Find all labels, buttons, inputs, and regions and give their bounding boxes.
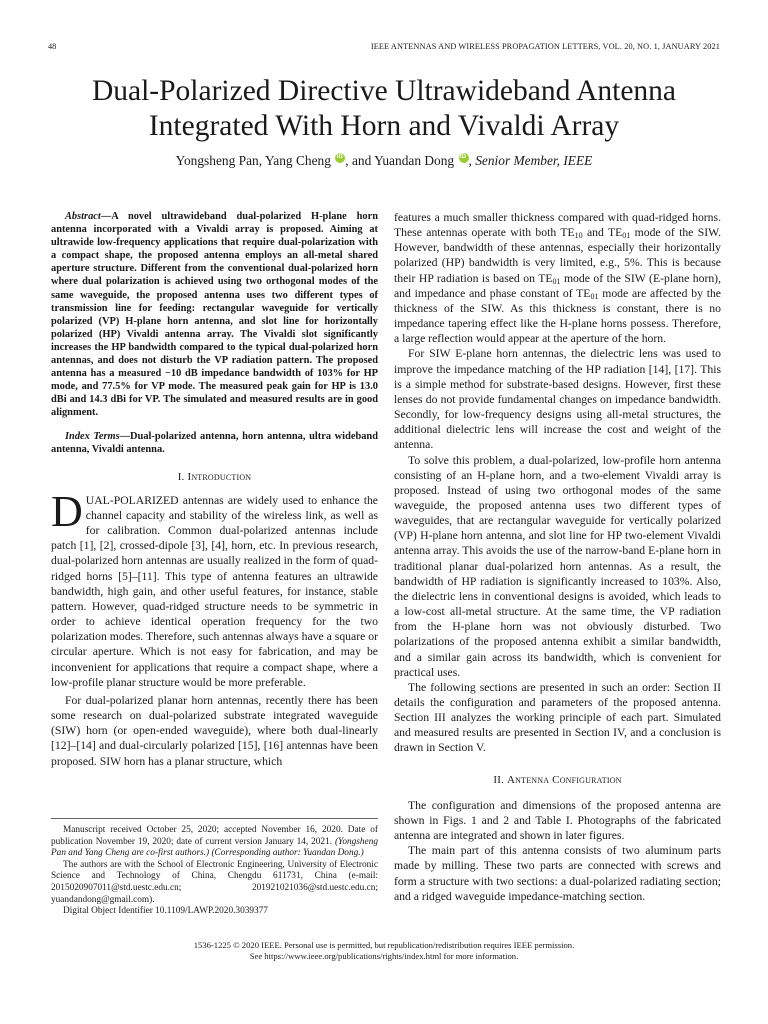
author-list	[40, 153, 728, 169]
abstract-label: Abstract	[65, 211, 101, 222]
section-heading-antenna-configuration	[394, 773, 721, 788]
index-terms	[51, 430, 378, 456]
footnotes	[51, 825, 378, 918]
author-3: Yuandan Dong	[374, 153, 455, 168]
text-run: and TE	[582, 226, 623, 240]
copyright-line-1: 1536-1225 © 2020 IEEE. Personal use is permitted, but republication/redistribution requires IEEE permission.	[193, 940, 575, 950]
drop-cap: D	[51, 486, 83, 536]
subscript: 01	[590, 291, 599, 301]
config-paragraph-1: The configuration and dimensions of the proposed antenna are shown in Figs. 1 and 2 and Table I. Photographs of the fabricated antenna are integrated and shown in later figures.	[394, 798, 721, 843]
footnote-affiliation: The authors are with the School of Electronic Engineering, University of Electronic Science and Technology of China, Chengdu 611731, China (e-mail: 2015020907011@std.uestc.edu.cn; 201921021036@std.uestc.edu.cn; yuandandong@gmail.com).	[51, 859, 378, 905]
index-terms-text: —Dual-polarized antenna, horn antenna, ultra wideband antenna, Vivaldi antenna.	[51, 430, 378, 455]
section-numeral: I.	[177, 470, 188, 483]
intro-paragraph-1	[51, 486, 378, 690]
subscript: 01	[552, 276, 561, 286]
intro-paragraph-6: The following sections are presented in such an order: Section II details the configuration and parameters of the proposed antenna. Section III analyzes the working principle of each part. Simulated and measured results are presented in Section IV, and a conclusion is drawn in Section V.	[394, 680, 721, 755]
author-1: Yongsheng Pan,	[175, 153, 263, 168]
config-paragraph-2: The main part of this antenna consists of two aluminum parts made by milling. These two parts are connected with screws and form a structure with two sections: a dual-polarized radiating section; and a ridged waveguide impedance-matching section.	[394, 844, 721, 903]
orcid-icon[interactable]	[335, 153, 345, 163]
section-title: Introduction	[187, 470, 252, 483]
footnote-divider	[51, 818, 378, 819]
intro-paragraph-1-text: UAL-POLARIZED antennas are widely used to enhance the channel capacity and stability of the wireless link, as well as for calibration. Common dual-polarized antennas include patch [1], [2], crossed-dipole [3], [4], horn, etc. In previous research, dual-polarized horn antennas are usually realized in the form of quad-ridged horns [5]–[11]. This type of antenna features an ultrawide bandwidth, high gain, and other useful features, for instance, stable pattern. However, quad-ridged structure needs to be symmetric in order to achieve identical operation frequency for the two polarization modes. Therefore, such antennas always have a square or circular aperture. Which is not easy for fabrication, and may be inconvenient for applications that require a compact shape, where a low-profile planar structure would be more preferable.	[51, 493, 378, 689]
intro-paragraph-4: For SIW E-plane horn antennas, the dielectric lens was used to improve the impedance matching of the HP radiation [14], [17]. This is a simple method for substrate-based designs. However, first these lenses do not provide fundamental changes on impedance bandwidth. Secondly, for low-frequency designs using all-metal structures, the additional dielectric lens will increase the cost and weight of the antenna.	[394, 347, 721, 452]
section-heading-introduction	[51, 470, 378, 485]
section-title: Antenna Configuration	[506, 773, 622, 786]
title-line-2: Integrated With Horn and Vivaldi Array	[148, 110, 620, 142]
intro-paragraph-2: For dual-polarized planar horn antennas, recently there has been some research on dual-polarized substrate integrated waveguide (SIW) horn (or open-ended waveguide), where both dual-linearly [12]–[14] and dual-circularly polarized [15], [16] antennas have been proposed. SIW horn has a planar structure, which	[51, 693, 378, 768]
text-run: mode of the SIW. However, bandwidth of these antennas, especially their horizontally polarized (HP) bandwidth is very limited, e.g., 5%. This is because their HP radiation is based on TE	[394, 226, 721, 285]
text-run: mode are affected by the thickness of the SIW. As this thickness is constant, there is no impedance tapering effect like the H-plane horns possess. Therefore, a large reflection would appear at the aperture of the horn.	[394, 286, 721, 346]
subscript: 10	[574, 231, 583, 241]
footnote-doi: Digital Object Identifier 10.1109/LAWP.2020.3039377	[63, 906, 268, 917]
footnote-manuscript	[51, 825, 378, 860]
subscript: 01	[622, 231, 631, 241]
paper-title	[40, 74, 728, 144]
index-terms-label: Index Terms	[65, 430, 120, 442]
page-number: 48	[48, 42, 57, 51]
section-numeral: II.	[493, 773, 507, 786]
journal-header: IEEE ANTENNAS AND WIRELESS PROPAGATION LETTERS, VOL. 20, NO. 1, JANUARY 2021	[370, 42, 720, 51]
orcid-icon[interactable]	[459, 153, 469, 163]
abstract	[51, 210, 378, 420]
right-column	[394, 210, 721, 904]
author-separator: , and	[345, 153, 372, 168]
intro-paragraph-3	[394, 210, 721, 346]
text-run: mode of the SIW (E-plane horn), and impedance and phase constant of TE	[394, 271, 721, 300]
left-column	[51, 210, 378, 769]
text-run: features a much smaller thickness compared with quad-ridged horns. These antennas operate with both TE	[394, 211, 721, 240]
footnote-co-authors: (Yongsheng Pan and Yang Cheng are co-first authors.) (Corresponding author: Yuandan Dong.)	[51, 836, 378, 859]
title-line-1: Dual-Polarized Directive Ultrawideband Antenna	[91, 75, 677, 107]
author-2: Yang Cheng	[264, 153, 331, 168]
intro-paragraph-5: To solve this problem, a dual-polarized, low-profile horn antenna consisting of an H-plane horn, and a two-element Vivaldi array is proposed. Instead of using two orthogonal modes of the same waveguide, the proposed antenna uses two different types of waveguides, that are rectangular waveguide for vertically polarized (VP) H-plane horn antenna, and slot line for HP two-element Vivaldi antenna array. This avoids the use of the narrow-band E-plane horn in traditional planar dual-polarized horn antennas. As a result, the bandwidth of HP radiation is significantly increased to 103%. Also, the dielectric lens in conventional designs is avoided, which leads to a low-cost all-metal structure. At the same time, the VP radiation from the H-plane horn was not obviously disturbed. Two polarizations of the proposed antenna exhibit a similar bandwidth, and a similar gain across its bandwidth, which is convenient for practical uses.	[394, 453, 721, 679]
copyright-notice	[60, 940, 708, 962]
author-membership: , Senior Member, IEEE	[468, 153, 593, 168]
footnote-text: Manuscript received October 25, 2020; accepted November 16, 2020. Date of publication November 19, 2020; date of current version January 14, 2021.	[51, 825, 378, 847]
running-header	[48, 42, 720, 56]
abstract-text: —A novel ultrawideband dual-polarized H-plane horn antenna incorporated with a Vivaldi array is proposed. Aiming at ultrawide low-frequency applications that require dual-polarization with a compact shape, the proposed antenna employs an all-metal shared aperture structure. Different from the conventional dual-polarized horn where dual polarization is achieved using two orthogonal modes of the same waveguide, the proposed antenna uses two different types of transmission line for feeding: rectangular waveguide for vertically polarized (VP) H-plane horn antenna, and slot line for horizontally polarized (HP) Vivaldi antenna array. The Vivaldi slot significantly increases the HP bandwidth compared to the typical dual-polarized horn antennas, and does not disturb the VP radiation pattern. The proposed antenna has a measured −10 dB impedance bandwidth of 103% for HP mode, and 77.5% for VP mode. The measured peak gain for HP is 13.0 dBi and 14.3 dBi for VP. The simulated and measured results are in good alignment.	[51, 211, 378, 419]
copyright-line-2: See https://www.ieee.org/publications/rights/index.html for more information.	[249, 951, 519, 961]
